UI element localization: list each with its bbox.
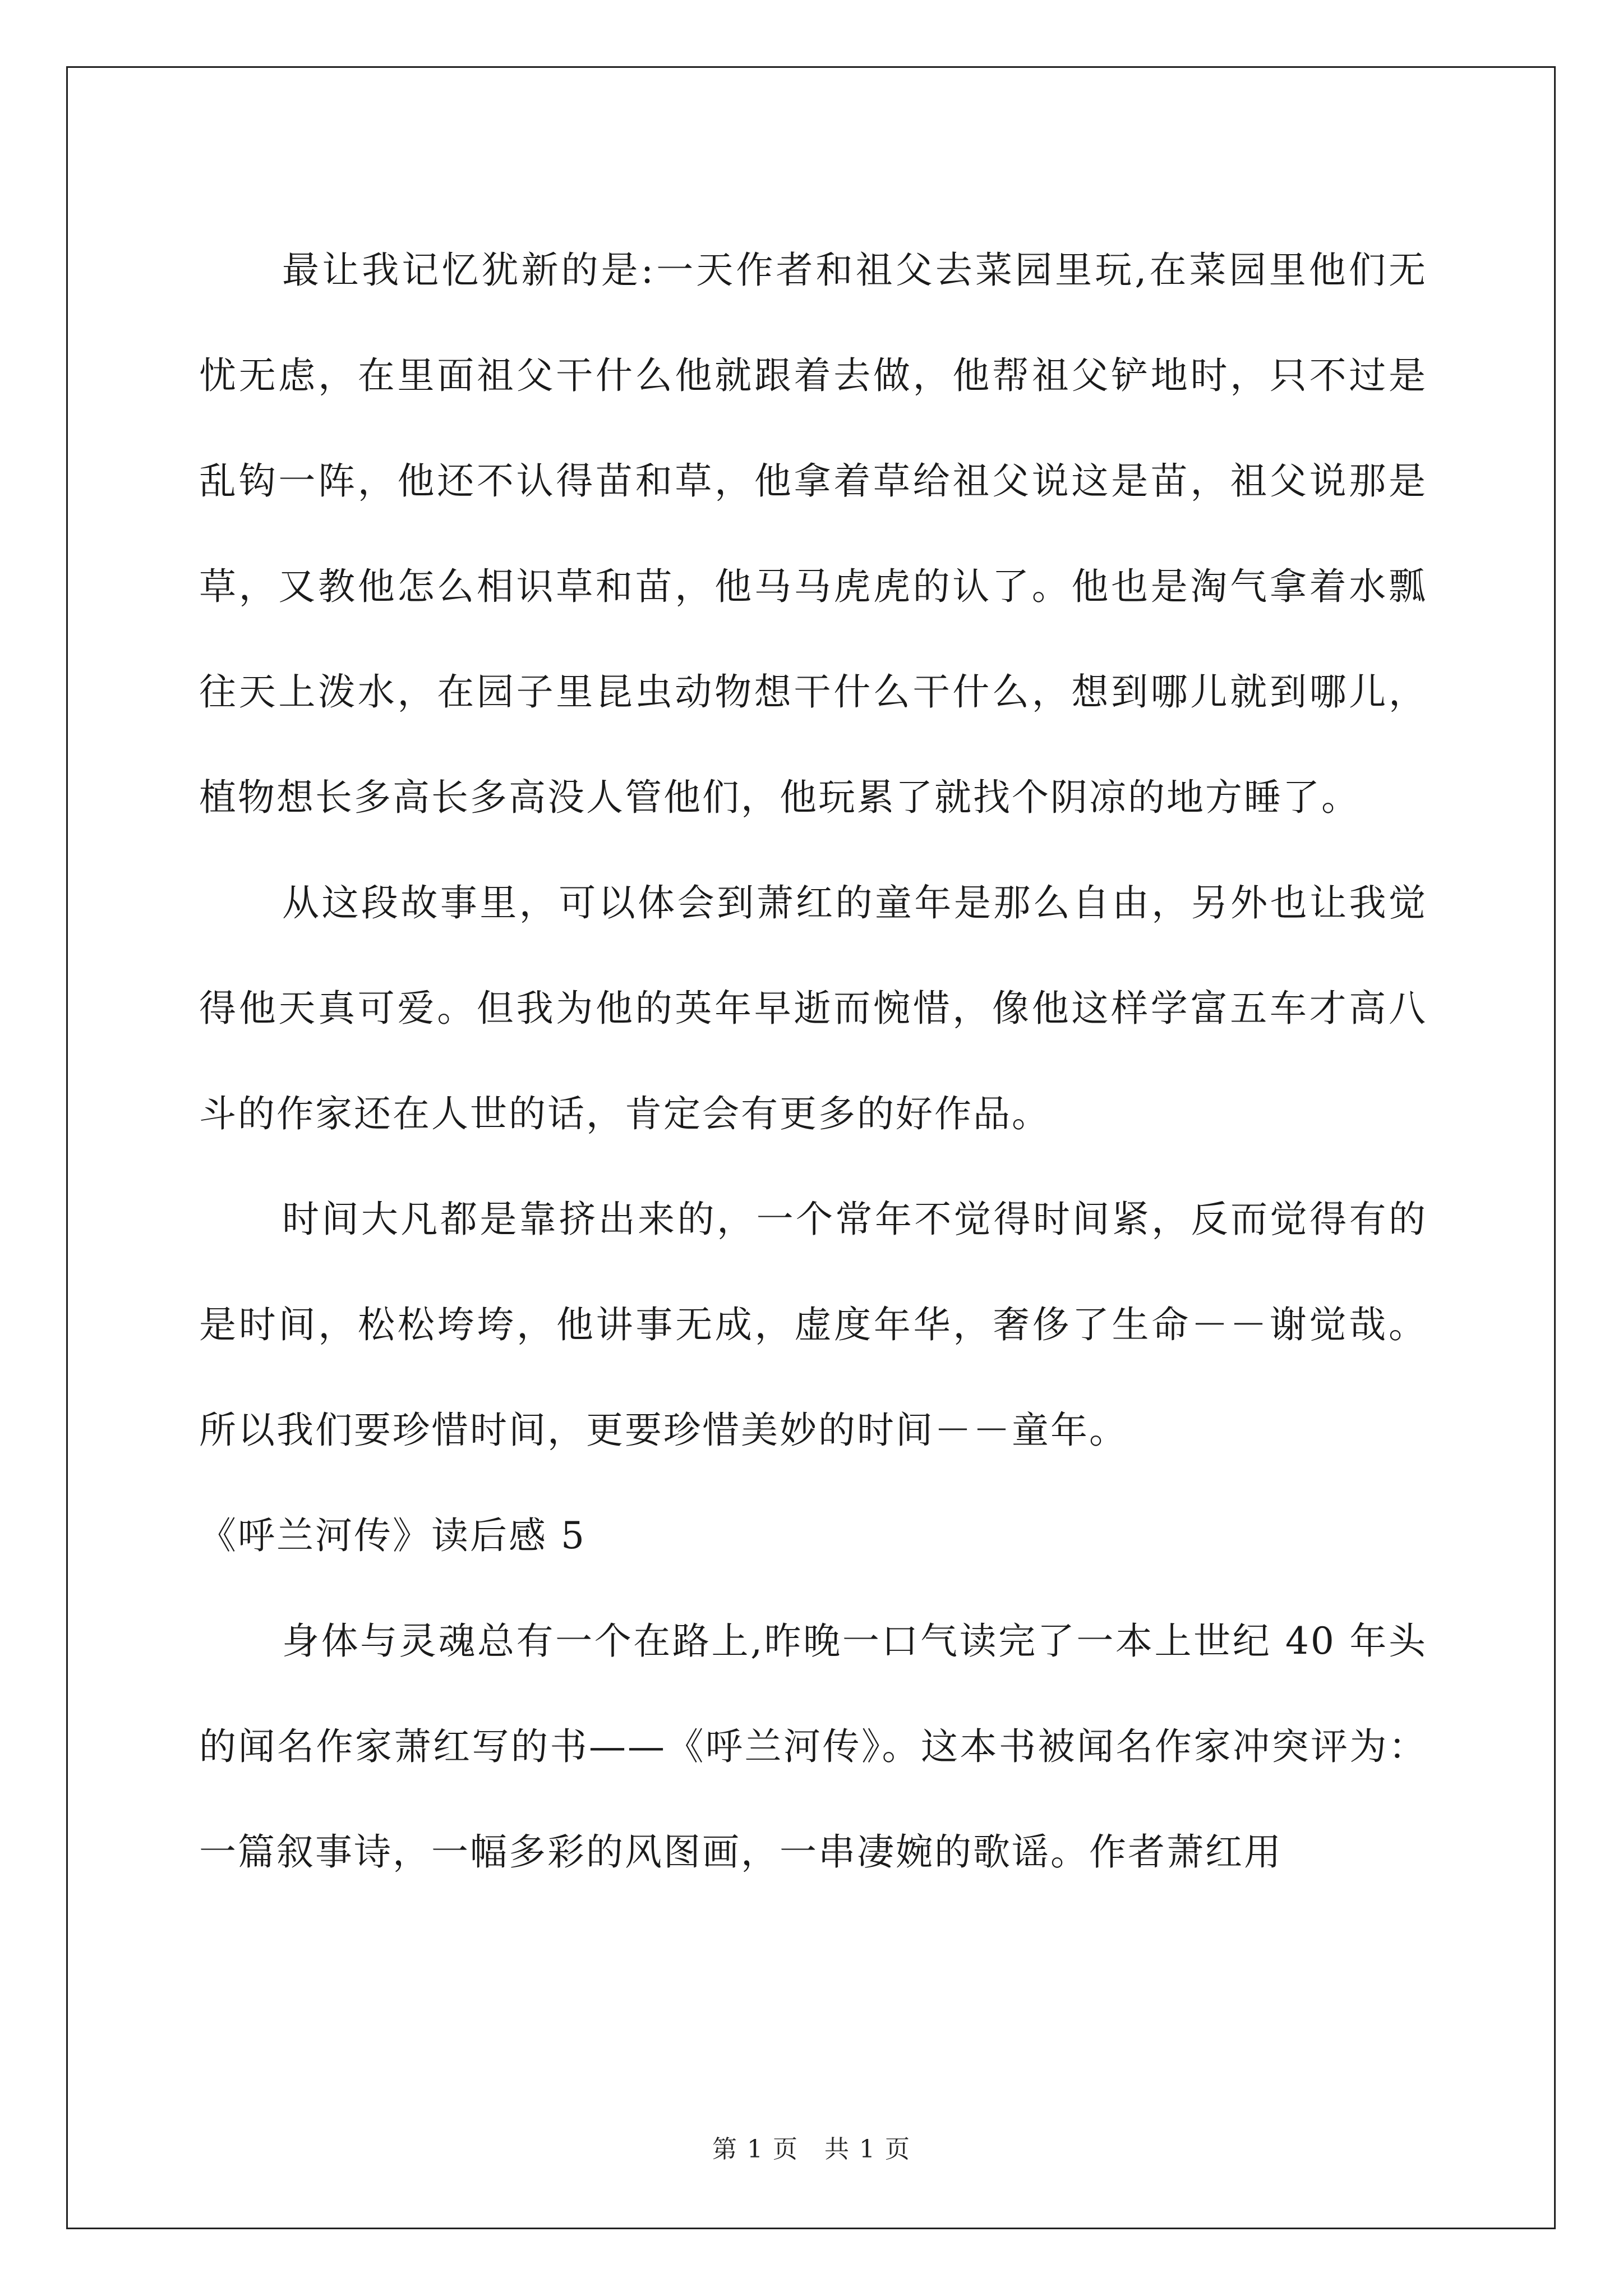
paragraph-4: 身体与灵魂总有一个在路上,昨晚一口气读完了一本上世纪 40 年头的闻名作家萧红写的书——《呼兰河传》。这本书被闻名作家冲突评为：一篇叙事诗，一幅多彩的风图画，一串凄婉的歌谣。作者萧红用 xyxy=(199,1619,1427,1874)
paragraph-2: 从这段故事里，可以体会到萧红的童年是那么自由，另外也让我觉得他天真可爱。但我为他的英年早逝而惋惜，像他这样学富五车才高八斗的作家还在人世的话，肯定会有更多的好作品。 xyxy=(199,881,1427,1135)
page-footer: 第 1 页 共 1 页 xyxy=(712,2135,911,2164)
paragraph-1: 最让我记忆犹新的是:一天作者和祖父去菜园里玩,在菜园里他们无忧无虑，在里面祖父干什么他就跟着去做，他帮祖父铲地时，只不过是乱钩一阵，他还不认得苗和草，他拿着草给祖父说这是苗，祖父说那是草，又教他怎么相识草和苗，他马马虎虎的认了。他也是淘气拿着水瓢往天上泼水，在园子里昆虫动物想干什么干什么，想到哪儿就到哪儿，植物想长多高长多高没人管他们，他玩累了就找个阴凉的地方睡了。 xyxy=(199,249,1427,819)
section-heading: 《呼兰河传》读后感 5 xyxy=(199,1514,586,1557)
paragraph-3: 时间大凡都是靠挤出来的，一个常年不觉得时间紧，反而觉得有的是时间，松松垮垮，他讲事无成，虚度年华，奢侈了生命－－谢觉哉。所以我们要珍惜时间，更要珍惜美妙的时间－－童年。 xyxy=(199,1198,1427,1452)
document-body xyxy=(199,218,1427,1905)
